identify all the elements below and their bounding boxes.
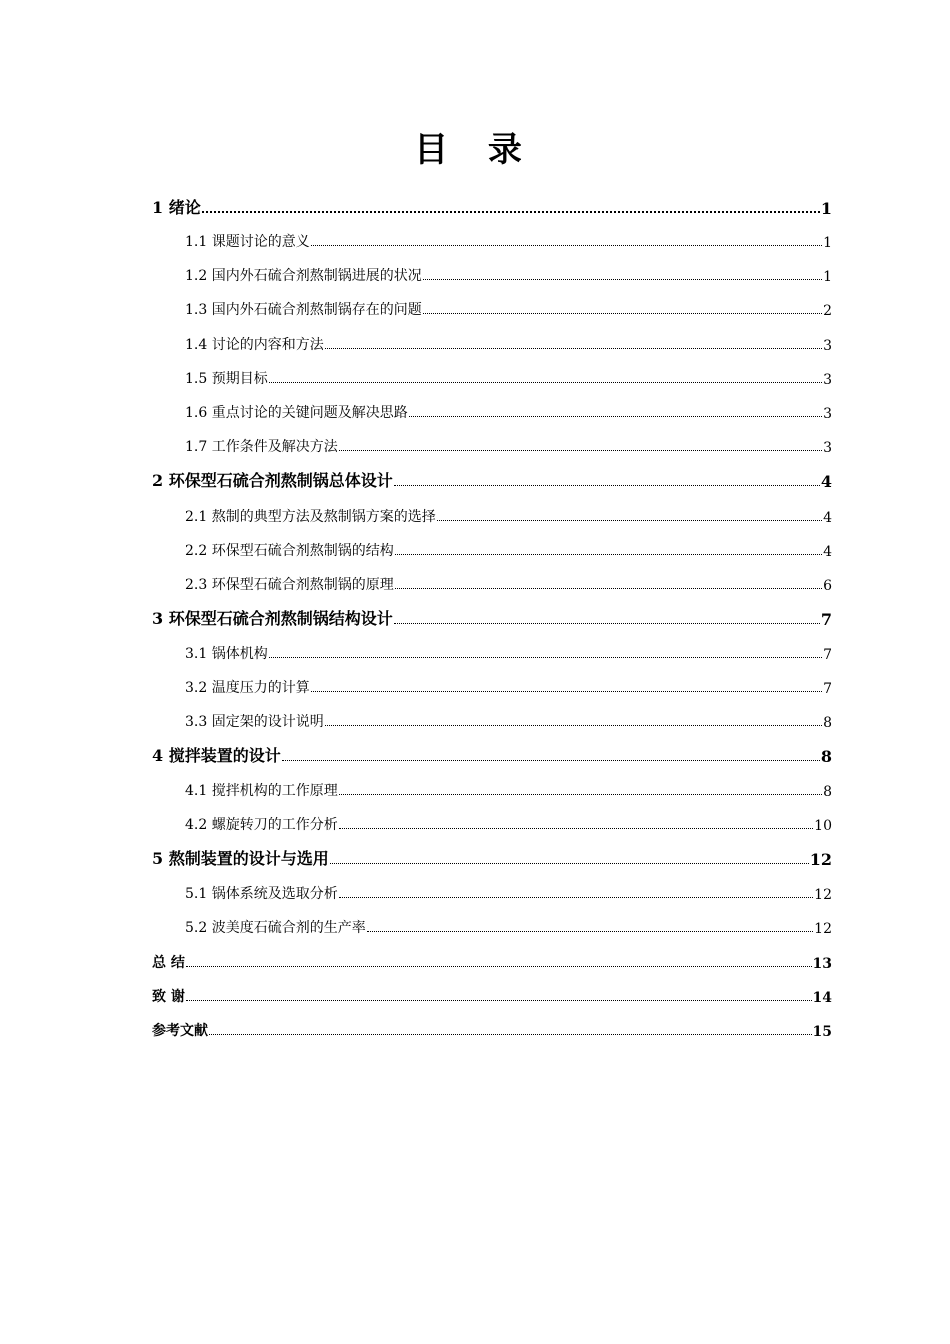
toc-dot-leader [325, 347, 822, 349]
toc-page-number: 12 [809, 850, 832, 869]
toc-page-number: 7 [823, 647, 832, 663]
toc-entry-label: 1.4 讨论的内容和方法 [185, 337, 324, 353]
page-title: 目 录 [414, 130, 536, 170]
toc-entry[interactable] [152, 675, 832, 697]
toc-entry[interactable] [152, 572, 832, 594]
toc-entry-label: 4.2 螺旋转刀的工作分析 [185, 817, 338, 833]
toc-entry-label: 3 环保型石硫合剂熬制锅结构设计 [152, 609, 393, 628]
toc-page-number: 8 [823, 715, 832, 731]
toc-entry-label: 3.1 锅体机构 [185, 646, 268, 662]
toc-entry[interactable] [152, 607, 832, 629]
toc-entry-label: 1.5 预期目标 [185, 371, 268, 387]
toc-dot-leader [423, 278, 822, 280]
toc-entry-label: 参考文献 [152, 1023, 208, 1039]
toc-dot-leader [186, 965, 812, 967]
toc-entry-label: 1.1 课题讨论的意义 [185, 234, 310, 250]
toc-entry-label: 致 谢 [152, 989, 185, 1005]
toc-dot-leader [367, 930, 813, 932]
toc-page-number: 1 [820, 199, 832, 218]
toc-dot-leader [282, 759, 820, 761]
toc-page-number: 10 [814, 818, 832, 834]
toc-entry[interactable] [152, 709, 832, 731]
toc-entry[interactable] [152, 297, 832, 319]
toc-entry-label: 2.2 环保型石硫合剂熬制锅的结构 [185, 543, 394, 559]
toc-dot-leader [423, 312, 822, 314]
toc-page-number: 6 [823, 578, 832, 594]
toc-entry[interactable] [152, 196, 832, 218]
toc-dot-leader [339, 896, 813, 898]
toc-page-number: 8 [820, 747, 832, 766]
toc-page-number: 4 [823, 510, 832, 526]
toc-entry[interactable] [152, 538, 832, 560]
toc-dot-leader [209, 1033, 812, 1035]
toc-page-number: 1 [823, 269, 832, 285]
toc-entry[interactable] [152, 229, 832, 251]
toc-entry-label: 5 熬制装置的设计与选用 [152, 849, 329, 868]
toc-dot-leader [395, 587, 822, 589]
toc-entry[interactable] [152, 950, 832, 972]
toc-page-number: 7 [823, 681, 832, 697]
toc-entry-label: 2.1 熬制的典型方法及熬制锅方案的选择 [185, 509, 436, 525]
toc-entry[interactable] [152, 812, 832, 834]
toc-page-number: 4 [820, 472, 832, 491]
toc-page-number: 3 [823, 338, 832, 354]
toc-page-number: 15 [812, 1024, 832, 1040]
toc-dot-leader [409, 415, 822, 417]
toc-entry-label: 3.2 温度压力的计算 [185, 680, 310, 696]
toc-entry[interactable] [152, 504, 832, 526]
toc-dot-leader [395, 553, 822, 555]
toc-dot-leader [339, 793, 822, 795]
toc-entry-label: 总 结 [152, 955, 185, 971]
toc-dot-leader [394, 622, 820, 624]
toc-page-number: 4 [823, 544, 832, 560]
toc-entry-label: 1 绪论 [152, 198, 201, 217]
toc-page-number: 12 [814, 921, 832, 937]
toc-page-number: 3 [823, 440, 832, 456]
toc-entry[interactable] [152, 263, 832, 285]
toc-entry-label: 1.2 国内外石硫合剂熬制锅进展的状况 [185, 268, 422, 284]
toc-entry[interactable] [152, 434, 832, 456]
toc-entry-label: 1.7 工作条件及解决方法 [185, 439, 338, 455]
toc-dot-leader [325, 724, 822, 726]
toc-page-number: 13 [812, 956, 832, 972]
toc-page-number: 7 [820, 610, 832, 629]
toc-page-number: 3 [823, 406, 832, 422]
toc-entry-label: 1.6 重点讨论的关键问题及解决思路 [185, 405, 408, 421]
toc-dot-leader [269, 381, 822, 383]
toc-entry-label: 3.3 固定架的设计说明 [185, 714, 324, 730]
toc-page-number: 12 [814, 887, 832, 903]
toc-entry[interactable] [152, 915, 832, 937]
toc-dot-leader [311, 690, 822, 692]
toc-entry[interactable] [152, 641, 832, 663]
toc-dot-leader [202, 210, 820, 213]
toc-page-number: 3 [823, 372, 832, 388]
toc-page-number: 1 [823, 235, 832, 251]
toc-dot-leader [186, 999, 812, 1001]
toc-dot-leader [311, 244, 822, 246]
toc-entry[interactable] [152, 1018, 832, 1040]
toc-page-number: 2 [823, 303, 832, 319]
toc-entry[interactable] [152, 400, 832, 422]
toc-entry[interactable] [152, 778, 832, 800]
toc-entry-label: 4 搅拌装置的设计 [152, 746, 281, 765]
toc-entry[interactable] [152, 366, 832, 388]
toc-dot-leader [330, 862, 809, 864]
toc-dot-leader [269, 656, 822, 658]
toc-entry[interactable] [152, 881, 832, 903]
toc-dot-leader [339, 449, 822, 451]
toc-entry-label: 4.1 搅拌机构的工作原理 [185, 783, 338, 799]
toc-entry[interactable] [152, 984, 832, 1006]
toc-entry-label: 1.3 国内外石硫合剂熬制锅存在的问题 [185, 302, 422, 318]
toc-entry-label: 2 环保型石硫合剂熬制锅总体设计 [152, 471, 393, 490]
toc-page-number: 14 [812, 990, 832, 1006]
toc-entry-label: 5.2 波美度石硫合剂的生产率 [185, 920, 366, 936]
toc-dot-leader [394, 484, 820, 486]
toc-entry[interactable] [152, 744, 832, 766]
toc-entry-label: 2.3 环保型石硫合剂熬制锅的原理 [185, 577, 394, 593]
toc-entry[interactable] [152, 847, 832, 869]
toc-entry[interactable] [152, 332, 832, 354]
toc-dot-leader [339, 827, 813, 829]
toc-entry-label: 5.1 锅体系统及选取分析 [185, 886, 338, 902]
toc-entry[interactable] [152, 469, 832, 491]
toc-page-number: 8 [823, 784, 832, 800]
toc-dot-leader [437, 519, 822, 521]
